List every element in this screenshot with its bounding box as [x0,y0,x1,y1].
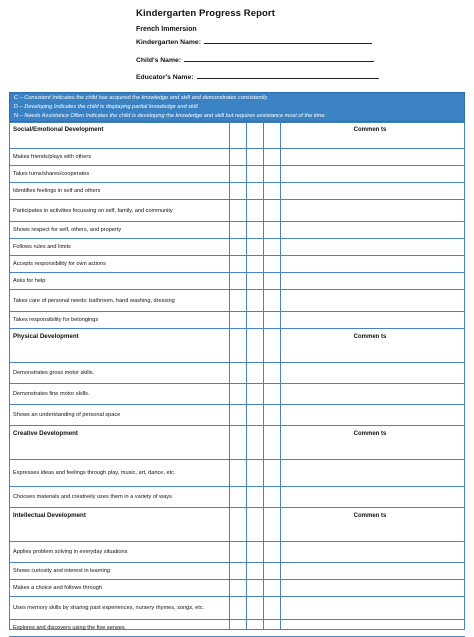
rating-cell[interactable] [263,405,280,425]
comment-cell[interactable] [280,183,465,199]
comment-cell[interactable] [280,290,465,311]
comment-cell[interactable] [280,580,465,596]
comment-cell[interactable] [280,563,465,579]
program-subtitle: French Immersion [136,26,197,33]
rating-cell[interactable] [229,620,246,636]
skill-label: Shows an understanding of personal space [13,412,121,418]
rating-cell[interactable] [263,363,280,383]
table-row [9,312,465,329]
rating-cell[interactable] [229,580,246,596]
table-row [9,580,465,597]
section-title: Intellectual Development [13,512,86,519]
table-row [9,183,465,200]
skill-label: Shows curiosity and interest in learning [13,568,111,574]
comments-header: Commen ts [353,431,387,437]
comment-cell[interactable] [280,200,465,221]
rating-cell[interactable] [263,239,280,255]
table-row [9,405,465,426]
skill-label: Explores and discovers using the five senses [13,625,125,631]
report-header [0,0,474,90]
rating-cell[interactable] [246,620,263,636]
comment-cell[interactable] [280,487,465,507]
comments-header: Commen ts [353,127,387,133]
rating-cell[interactable] [263,620,280,636]
rating-cell[interactable] [246,239,263,255]
rating-cell[interactable] [229,256,246,272]
table-row [9,363,465,384]
table-row [9,384,465,405]
educator-name-line[interactable] [197,72,379,79]
table-row [9,166,465,183]
rating-cell[interactable] [263,149,280,165]
rating-cell[interactable] [229,542,246,562]
rating-cell[interactable] [229,166,246,182]
rating-cell[interactable] [246,256,263,272]
rating-cell[interactable] [263,256,280,272]
skill-label: Demonstrates fine motor skills. [13,391,90,397]
comment-cell[interactable] [280,222,465,238]
rating-cell[interactable] [246,166,263,182]
table-row [9,460,465,487]
rating-cell[interactable] [229,460,246,486]
column-divider [246,122,247,630]
rating-cell[interactable] [246,183,263,199]
skill-label: Identifies feelings in self and others [13,188,101,194]
skill-label: Makes a choice and follows through [13,585,102,591]
rating-cell[interactable] [229,312,246,328]
skill-label: Takes responsibility for belongings [13,317,99,323]
rating-cell[interactable] [229,239,246,255]
rating-cell[interactable] [229,290,246,311]
rating-cell[interactable] [229,487,246,507]
section-title: Physical Development [13,333,79,340]
table-row [9,239,465,256]
section-title: Social/Emotional Development [13,126,104,133]
rating-cell[interactable] [229,384,246,404]
rating-cell[interactable] [246,222,263,238]
rating-cell[interactable] [263,597,280,619]
skill-label: Shows respect for self, others, and property [13,227,122,233]
rating-cell[interactable] [263,487,280,507]
kindergarten-name-line[interactable] [204,37,372,44]
comment-cell[interactable] [280,363,465,383]
legend-needs-assistance: N – Needs Assistance Often Indicates the child is developing the knowledge and skill but requires assistance most of the time. [14,113,326,119]
rating-cell[interactable] [263,312,280,328]
rating-cell[interactable] [263,222,280,238]
table-row [9,542,465,563]
rating-cell[interactable] [246,149,263,165]
skill-label: Takes care of personal needs: bathroom, hand washing, dressing [13,297,175,304]
skill-label: Asks for help [13,278,46,284]
table-row [9,222,465,239]
comment-cell[interactable] [280,149,465,165]
rating-cell[interactable] [246,200,263,221]
comment-cell[interactable] [280,256,465,272]
section-header-row [9,329,465,363]
table-row [9,149,465,166]
kindergarten-name-label: Kindergarten Name: [136,39,201,46]
rating-cell[interactable] [246,563,263,579]
skill-label: Uses memory skills by sharing past experiences, nursery rhymes, songs, etc. [13,605,205,611]
rating-cell[interactable] [229,200,246,221]
rating-cell[interactable] [246,580,263,596]
comment-cell[interactable] [280,405,465,425]
section-header-row [9,508,465,542]
rating-cell[interactable] [229,597,246,619]
table-row [9,256,465,273]
rating-cell[interactable] [246,460,263,486]
comment-cell[interactable] [280,384,465,404]
skill-label: Participates in activities focussing on self, family, and community [13,207,173,214]
rating-cell[interactable] [263,563,280,579]
column-divider [263,122,264,630]
kindergarten-name-field[interactable] [136,37,372,46]
rating-cell[interactable] [229,363,246,383]
section-header-row [9,122,465,149]
educator-name-label: Educator's Name: [136,74,194,81]
rating-cell[interactable] [246,405,263,425]
rating-legend [9,92,465,122]
skill-label: Chooses materials and creatively uses them in a variety of ways [13,494,172,500]
table-row [9,597,465,620]
rating-cell[interactable] [263,460,280,486]
table-row [9,273,465,290]
page-title: Kindergarten Progress Report [136,8,275,19]
rating-cell[interactable] [263,384,280,404]
child-name-field[interactable] [136,55,374,64]
skill-label: Applies problem solving in everyday situations [13,549,128,555]
rating-cell[interactable] [263,183,280,199]
table-row [9,200,465,222]
rating-cell[interactable] [229,273,246,289]
skill-label: Takes turns/shares/cooperates [13,171,90,177]
rating-cell[interactable] [229,149,246,165]
legend-developing: D – Developing Indicates the child is displaying partial knowledge and skill. [14,104,200,110]
comment-cell[interactable] [280,460,465,486]
skill-label: Follows rules and limits [13,244,71,250]
skill-label: Expresses ideas and feelings through play, music, art, dance, etc. [13,470,176,476]
skill-label: Accepts responsibility for own actions [13,261,106,267]
rating-cell[interactable] [246,487,263,507]
column-divider [280,122,281,630]
comments-header: Commen ts [353,513,387,519]
rating-cell[interactable] [246,384,263,404]
comments-header: Commen ts [353,334,387,340]
legend-consistent: C – Consistent Indicates the child has acquired the knowledge and skill and demonstrates consistently. [14,95,269,101]
comment-cell[interactable] [280,273,465,289]
rating-cell[interactable] [246,363,263,383]
progress-table [9,122,465,630]
rating-cell[interactable] [229,405,246,425]
rating-cell[interactable] [229,183,246,199]
rating-cell[interactable] [263,290,280,311]
table-row [9,487,465,508]
comment-cell[interactable] [280,542,465,562]
comment-cell[interactable] [280,620,465,636]
section-title: Creative Development [13,430,78,437]
comment-cell[interactable] [280,312,465,328]
rating-cell[interactable] [246,597,263,619]
comment-cell[interactable] [280,239,465,255]
skill-label: Demonstrates gross motor skills. [13,370,95,376]
child-name-label: Child's Name: [136,57,182,64]
table-row [9,563,465,580]
rating-cell[interactable] [263,580,280,596]
educator-name-field[interactable] [136,72,379,81]
rating-cell[interactable] [263,542,280,562]
comment-cell[interactable] [280,597,465,619]
rating-cell[interactable] [229,563,246,579]
column-divider [229,122,230,630]
comment-cell[interactable] [280,166,465,182]
rating-cell[interactable] [246,312,263,328]
rating-cell[interactable] [246,542,263,562]
section-header-row [9,426,465,460]
table-row [9,620,465,637]
rating-cell[interactable] [263,200,280,221]
child-name-line[interactable] [184,55,374,62]
rating-cell[interactable] [246,273,263,289]
rating-cell[interactable] [246,290,263,311]
table-row [9,290,465,312]
skill-label: Makes friends/plays with others [13,154,92,160]
rating-cell[interactable] [263,273,280,289]
rating-cell[interactable] [229,222,246,238]
rating-cell[interactable] [263,166,280,182]
